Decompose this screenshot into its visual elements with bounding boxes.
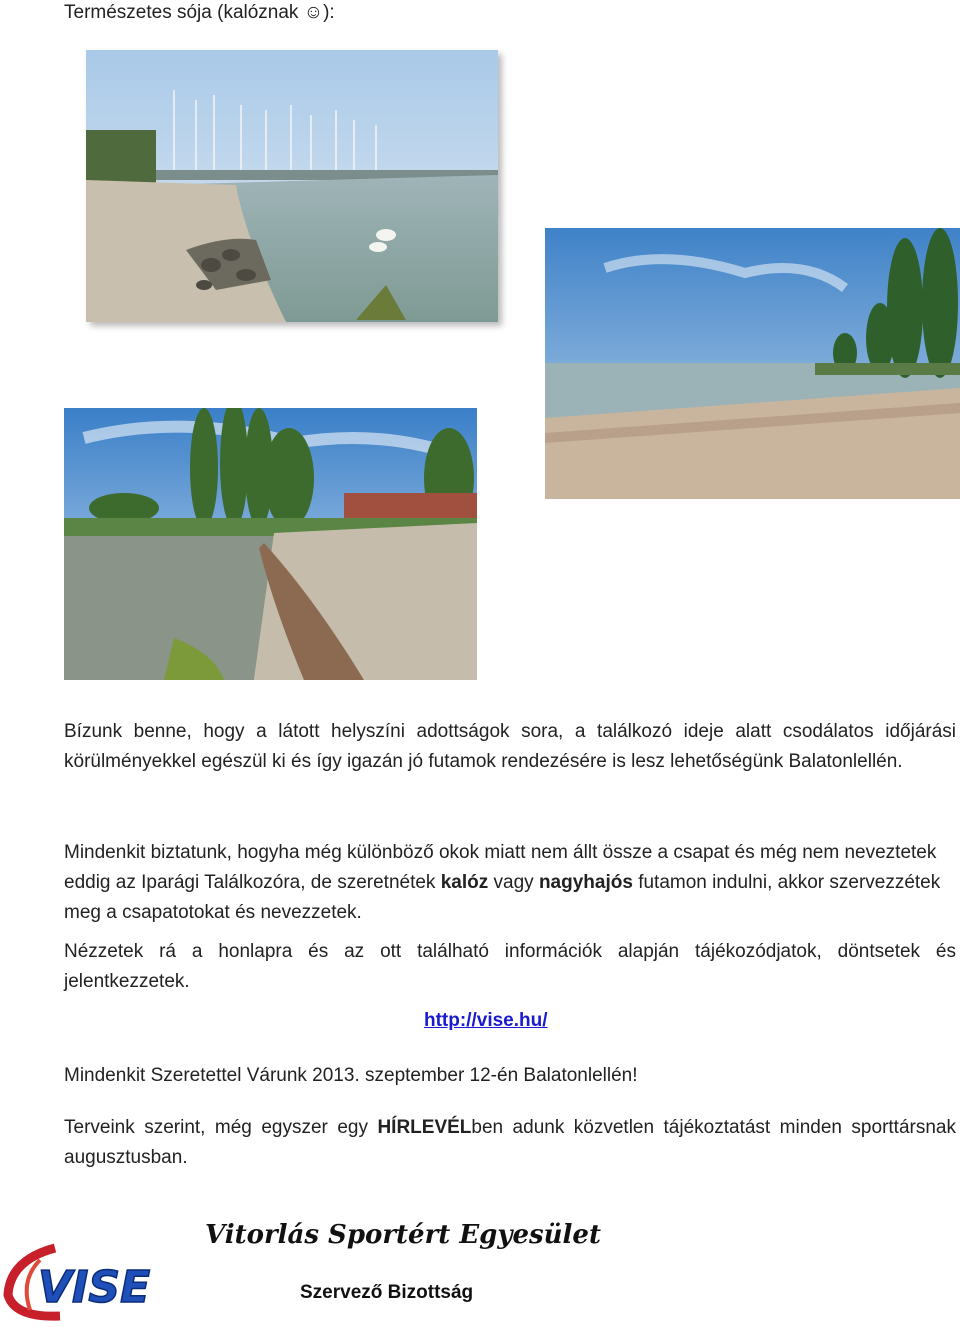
paragraph-newsletter: [64, 1113, 956, 1173]
paragraph-encouragement-text-1: Mindenkit biztatunk, hogyha még különböző okok miatt nem állt össze a csapat és még nem neveztetek eddig az Iparági Találkozóra, de szeretnétek: [64, 842, 937, 893]
paragraph-invite: Mindenkit Szeretettel Várunk 2013. szeptember 12-én Balatonlellén!: [64, 1065, 638, 1086]
harbor-photo: [86, 50, 498, 322]
paragraph-newsletter-text-1: Terveink szerint, még egyszer egy: [64, 1117, 378, 1138]
beach-photo-right: [545, 228, 960, 499]
paragraph-encouragement-text-3: futamon indulni, akkor szervezzétek meg a csapatotokat és nevezzetek.: [64, 872, 941, 923]
paragraph-encouragement: [64, 838, 956, 928]
paragraph-weather: Bízunk benne, hogy a látott helyszíni adottságok sora, a találkozó ideje alatt csodálatos időjárási körülményekkel egészül ki és így igazán jó futamok rendezésére is lesz lehetőségünk Balatonlellén.: [64, 721, 956, 772]
beach-photo-left: [64, 408, 477, 680]
bold-hirlevel: HÍRLEVÉL: [377, 1117, 472, 1138]
vise-logo: [0, 1240, 170, 1322]
intro-heading: Természetes sója (kalóznak ☺):: [64, 2, 335, 23]
committee-name: Szervező Bizottság: [300, 1282, 474, 1303]
paragraph-website: Nézzetek rá a honlapra és az ott található információk alapján tájékozódjatok, döntsetek és jelentkezzetek.: [64, 941, 956, 992]
organization-name: Vitorlás Sportért Egyesület: [205, 1220, 601, 1250]
bold-kaloz: kalóz: [440, 872, 489, 893]
logo-text: VISE: [38, 1262, 151, 1313]
paragraph-newsletter-text-2: ben adunk közvetlen tájékoztatást minden sporttársnak augusztusban.: [64, 1117, 956, 1168]
paragraph-encouragement-text-2: vagy: [488, 872, 539, 893]
website-link[interactable]: http://vise.hu/: [424, 1010, 548, 1031]
bold-nagyhajos: nagyhajós: [538, 872, 633, 893]
